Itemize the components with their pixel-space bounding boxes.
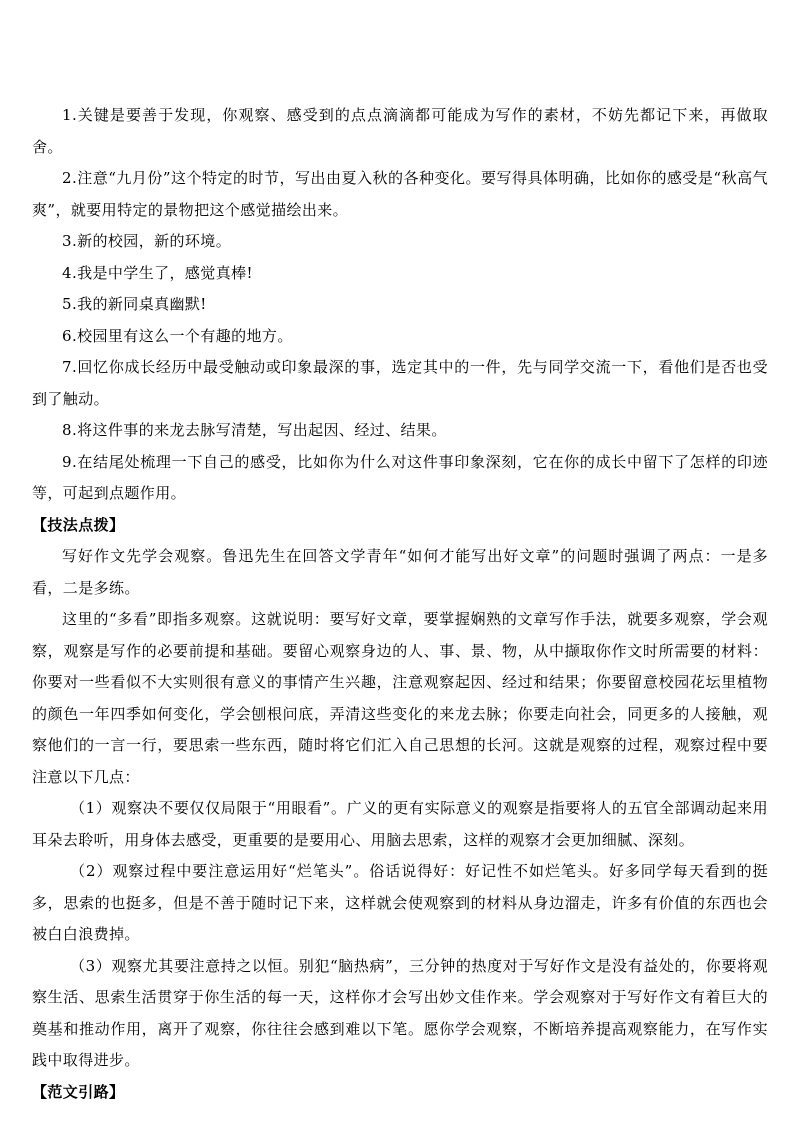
technique-paragraph-1: 写好作文先学会观察。鲁迅先生在回答文学青年“如何才能写出好文章”的问题时强调了两点：一是多看，二是多练。 bbox=[32, 547, 768, 597]
tip-7: 7.回忆你成长经历中最受触动或印象最深的事，选定其中的一件，先与同学交流一下，看他们是否也受到了触动。 bbox=[32, 358, 768, 408]
technique-point-1: （1）观察决不要仅仅局限于“用眼看”。广义的更有实际意义的观察是指要将人的五官全部调动起来用耳朵去聆听，用身体去感受，更重要的是要用心、用脑去思索，这样的观察才会更加细腻、深刻。 bbox=[32, 799, 768, 849]
tip-1: 1.关键是要善于发现，你观察、感受到的点点滴滴都可能成为写作的素材，不妨先都记下来，再做取舍。 bbox=[32, 106, 768, 156]
technique-point-3: （3）观察尤其要注意持之以恒。别犯“脑热病”，三分钟的热度对于写好作文是没有益处的，你要将观察生活、思索生活贯穿于你生活的每一天，这样你才会写出妙文佳作来。学会观察对于写好作文有着巨大的奠基和推动作用，离开了观察，你往往会感到难以下笔。愿你学会观察，不断培养提高观察能力，在写作实践中取得进步。 bbox=[32, 956, 768, 1069]
document-page bbox=[32, 100, 768, 1108]
tip-4: 4.我是中学生了，感觉真棒! bbox=[62, 263, 253, 282]
tip-9: 9.在结尾处梳理一下自己的感受，比如你为什么对这件事印象深刻，它在你的成长中留下了怎样的印迹等，可起到点题作用。 bbox=[32, 452, 768, 502]
technique-heading: 【技法点拨】 bbox=[32, 515, 125, 534]
tip-3: 3.新的校园，新的环境。 bbox=[62, 232, 232, 250]
tip-6: 6.校园里有这么一个有趣的地方。 bbox=[62, 326, 293, 345]
tip-2: 2.注意“九月份”这个特定的时节，写出由夏入秋的各种变化。要写得具体明确，比如你的感受是“秋高气爽”，就要用特定的景物把这个感觉描绘出来。 bbox=[32, 169, 768, 219]
technique-paragraph-2: 这里的“多看”即指多观察。这就说明：要写好文章，要掌握娴熟的文章写作手法，就要多观察，学会观察，观察是写作的必要前提和基础。要留心观察身边的人、事、景、物，从中撷取你作文时所需要的材料：你要对一些看似不大实则很有意义的事情产生兴趣，注意观察起因、经过和结果；你要留意校园花坛里植物的颜色一年四季如何变化，学会刨根问底，弄清这些变化的来龙去脉；你要走向社会，同更多的人接触，观察他们的一言一行，要思索一些东西，随时将它们汇入自己思想的长河。这就是观察的过程，观察过程中要注意以下几点： bbox=[32, 610, 768, 786]
tip-8: 8.将这件事的来龙去脉写清楚，写出起因、经过、结果。 bbox=[62, 421, 447, 439]
model-essay-heading: 【范文引路】 bbox=[32, 1082, 125, 1101]
technique-point-2: （2）观察过程中要注意运用好“烂笔头”。俗话说得好：好记性不如烂笔头。好多同学每天看到的挺多，思索的也挺多，但是不善于随时记下来，这样就会使观察到的材料从身边溜走，许多有价值的东西也会被白白浪费掉。 bbox=[32, 862, 768, 943]
tip-5: 5.我的新同桌真幽默! bbox=[62, 295, 207, 313]
